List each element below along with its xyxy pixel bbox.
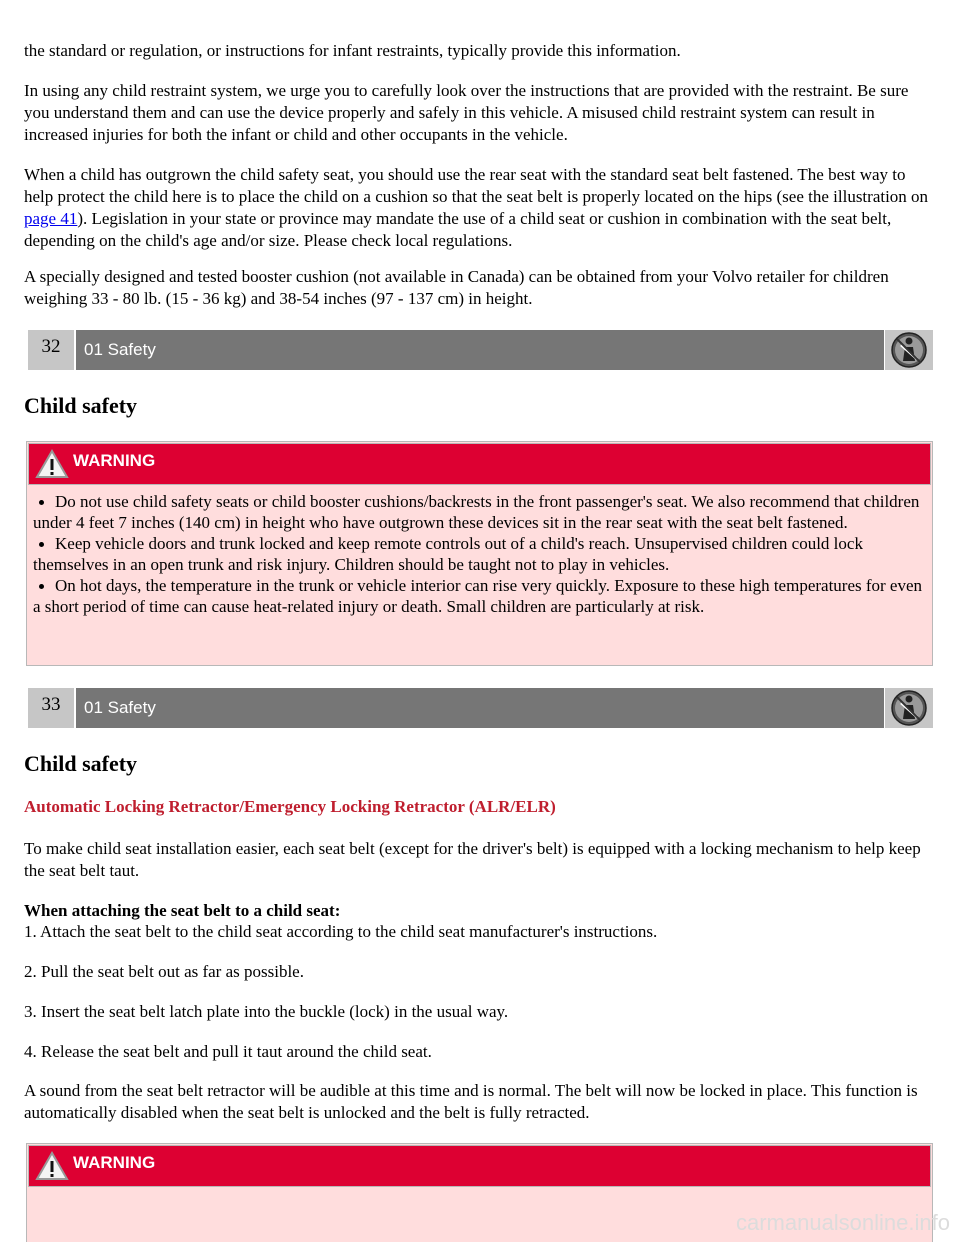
closing-paragraph: A sound from the seat belt retractor will be audible at this time and is normal. The belt will now be locked in place. This function is automatically disabled when the seat belt is unlocked and the belt is fully retracted. <box>24 1081 918 1122</box>
section-title: 01 Safety <box>76 688 884 728</box>
alr-elr-subheading: Automatic Locking Retractor/Emergency Locking Retractor (ALR/ELR) <box>24 797 556 816</box>
step-3: 3. Insert the seat belt latch plate into the buckle (lock) in the usual way. <box>24 1002 509 1021</box>
step-1: 1. Attach the seat belt to the child seat according to the child seat manufacturer's instructions. <box>24 922 658 941</box>
warning-triangle-icon <box>35 1150 69 1182</box>
section-heading-33: Child safety <box>24 751 138 776</box>
warning-item: Keep vehicle doors and trunk locked and keep remote controls out of a child's reach. Unsupervised children could lock themselves in an open trunk and risk injury. Children should be taught not to play in vehicles. <box>33 533 924 575</box>
warning-item: On hot days, the temperature in the trunk or vehicle interior can rise very quickly. Exposure to these high temperatures for even a short period of time can cause heat-related injury or death. Small children are particularly at risk. <box>33 576 923 616</box>
page-number: 33 <box>28 688 74 728</box>
section-heading-32: Child safety <box>24 393 138 418</box>
seatbelt-icon <box>889 689 929 727</box>
intro-paragraph-3-end: ). Legislation in your state or province may mandate the use of a child seat or cushion in combination with the seat belt, depending on the child's age and/or size. Please check local regulations. <box>24 209 892 250</box>
step-2: 2. Pull the seat belt out as far as possible. <box>24 962 304 981</box>
intro-paragraph-3-start: When a child has outgrown the child safety seat, you should use the rear seat with the standard seat belt fastened. The best way to help protect the child here is to place the child on a cushion so that the seat belt is properly located on the hips (see the illustration on <box>24 165 929 206</box>
page-number: 32 <box>28 330 74 370</box>
watermark: carmanualsonline.info <box>735 1210 950 1235</box>
intro-paragraph-1: the standard or regulation, or instructions for infant restraints, typically provide this information. <box>24 41 681 60</box>
warning-triangle-icon <box>35 448 69 480</box>
section-bar-32 <box>26 330 933 370</box>
warning-item: Do not use child safety seats or child booster cushions/backrests in the front passenger's seat. We also recommend that children under 4 feet 7 inches (140 cm) in height who have outgrown these devices sit in the rear seat with the seat belt fastened. <box>33 491 924 533</box>
page-41-link[interactable]: page 41 <box>24 209 78 228</box>
warning-header <box>28 1145 931 1187</box>
section-icon-box <box>885 688 933 728</box>
step-4: 4. Release the seat belt and pull it taut around the child seat. <box>24 1042 432 1061</box>
warning-label: WARNING <box>73 1153 156 1172</box>
section-title: 01 Safety <box>76 330 884 370</box>
intro-paragraph-2: In using any child restraint system, we urge you to carefully look over the instructions that are provided with the restraint. Be sure you understand them and can use the device properly and safely in this vehicle. A misused child restraint system can result in increased injuries for both the infant or child and other occupants in the vehicle. <box>24 81 909 144</box>
intro-paragraph-3 <box>24 164 936 252</box>
intro-paragraph-4: A specially designed and tested booster cushion (not available in Canada) can be obtained from your Volvo retailer for children weighing 33 - 80 lb. (15 - 36 kg) and 38-54 inches (97 - 137 cm) in height. <box>24 267 889 308</box>
steps-title: When attaching the seat belt to a child seat: <box>24 901 341 920</box>
section-icon-box <box>885 330 933 370</box>
warning-label: WARNING <box>73 451 156 470</box>
warning-list <box>27 491 932 625</box>
warning-box-32 <box>26 441 933 666</box>
warning-header <box>28 443 931 485</box>
seatbelt-icon <box>889 331 929 369</box>
section-bar-33 <box>26 688 933 728</box>
alr-intro: To make child seat installation easier, each seat belt (except for the driver's belt) is equipped with a locking mechanism to help keep the seat belt taut. <box>24 839 921 880</box>
